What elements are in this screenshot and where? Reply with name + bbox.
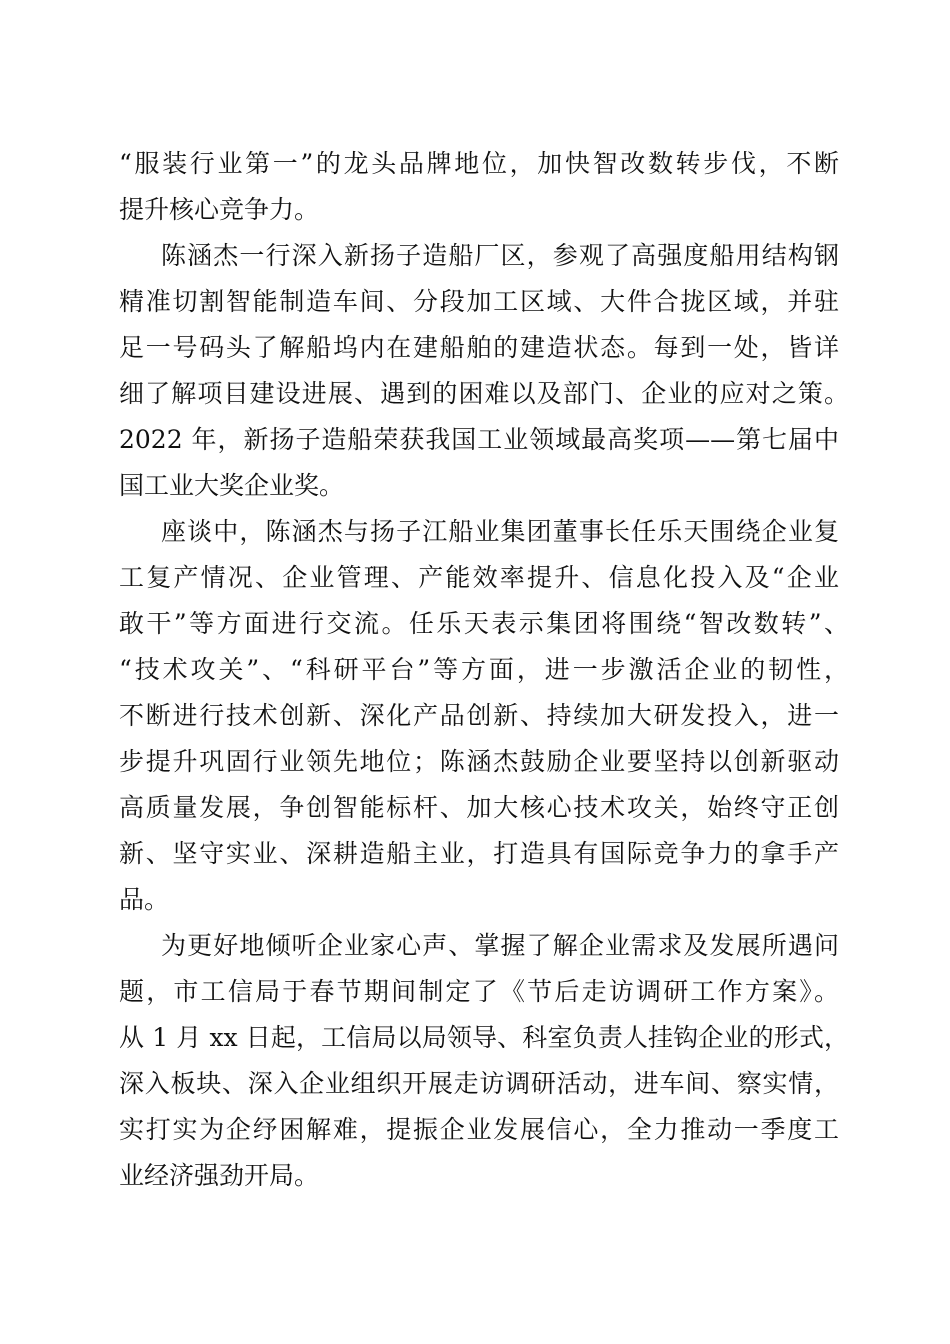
paragraph-line: 工复产情况、企业管理、产能效率提升、信息化投入及“企业 xyxy=(119,563,839,592)
paragraph-line: “服装行业第一”的龙头品牌地位，加快智改数转步伐，不断 xyxy=(119,149,839,178)
paragraph-line: 足一号码头了解船坞内在建船舶的建造状态。每到一处，皆详 xyxy=(119,333,839,362)
paragraph-line: 从 1 月 xx 日起，工信局以局领导、科室负责人挂钩企业的形式， xyxy=(119,1023,849,1052)
paragraph-line: 新、坚守实业、深耕造船主业，打造具有国际竞争力的拿手产 xyxy=(119,839,839,868)
paragraph-line: 敢干”等方面进行交流。任乐天表示集团将围绕“智改数转”、 xyxy=(119,609,849,638)
paragraph-line: 细了解项目建设进展、遇到的困难以及部门、企业的应对之策。 xyxy=(119,379,849,408)
paragraph-line: “技术攻关”、“科研平台”等方面，进一步激活企业的韧性， xyxy=(119,655,849,684)
paragraph-line: 陈涵杰一行深入新扬子造船厂区，参观了高强度船用结构钢 xyxy=(161,241,839,270)
paragraph-line: 题，市工信局于春节期间制定了《节后走访调研工作方案》。 xyxy=(119,977,839,1006)
paragraph-line: 不断进行技术创新、深化产品创新、持续加大研发投入，进一 xyxy=(119,701,839,730)
paragraph-4 xyxy=(119,923,849,1199)
paragraph-line: 为更好地倾听企业家心声、掌握了解企业需求及发展所遇问 xyxy=(161,931,839,960)
paragraph-line: 提升核心竞争力。 xyxy=(119,195,320,224)
paragraph-line: 座谈中，陈涵杰与扬子江船业集团董事长任乐天围绕企业复 xyxy=(161,517,839,546)
paragraph-line: 实打实为企纾困解难，提振企业发展信心，全力推动一季度工 xyxy=(119,1115,839,1144)
paragraph-line: 国工业大奖企业奖。 xyxy=(119,471,345,500)
paragraph-line: 品。 xyxy=(119,885,170,914)
paragraph-1 xyxy=(119,141,839,233)
paragraph-line: 业经济强劲开局。 xyxy=(119,1161,320,1190)
paragraph-line: 步提升巩固行业领先地位；陈涵杰鼓励企业要坚持以创新驱动 xyxy=(119,747,839,776)
paragraph-line: 精准切割智能制造车间、分段加工区域、大件合拢区域，并驻 xyxy=(119,287,839,316)
paragraph-2 xyxy=(119,233,849,509)
document-body xyxy=(119,141,849,1199)
paragraph-3 xyxy=(119,509,849,923)
paragraph-line: 2022 年，新扬子造船荣获我国工业领域最高奖项——第七届中 xyxy=(119,425,839,454)
paragraph-line: 高质量发展，争创智能标杆、加大核心技术攻关，始终守正创 xyxy=(119,793,839,822)
paragraph-line: 深入板块、深入企业组织开展走访调研活动，进车间、察实情， xyxy=(119,1069,839,1098)
